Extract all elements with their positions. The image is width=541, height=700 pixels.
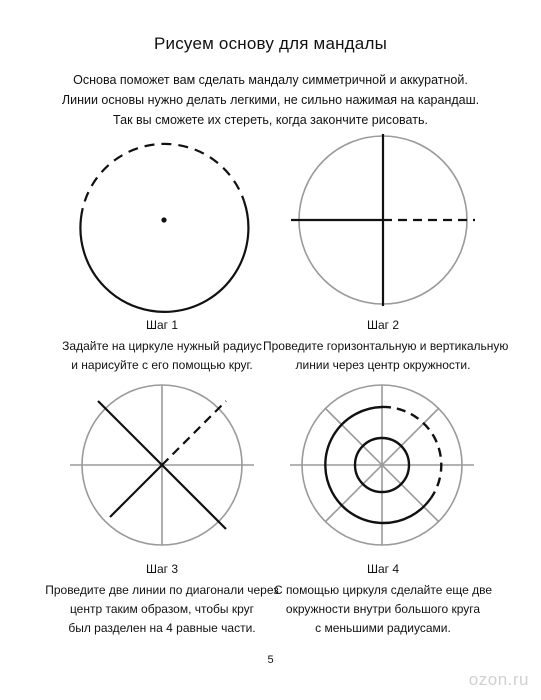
step3-diagonals-figure — [70, 388, 260, 558]
step-4 — [263, 560, 503, 638]
page-number: 5 — [267, 654, 274, 666]
step-title: Шаг 1 — [145, 318, 179, 332]
step-text-line: центр таким образом, чтобы круг — [69, 602, 255, 616]
step-text-line: Проведите горизонтальную и вертикальную — [263, 339, 509, 353]
intro-text — [40, 70, 501, 130]
intro-line: Основа поможет вам сделать мандалу симметричной и аккуратной. — [73, 73, 468, 87]
step4-middle-dashed-arc — [382, 407, 441, 498]
step-text-line: и нарисуйте с его помощью круг. — [71, 358, 253, 372]
intro-line: Так вы сможете их стереть, когда закончите рисовать. — [113, 113, 428, 127]
step4-inner-circles-figure — [290, 388, 480, 558]
step3-diagonal-dashed-upper — [162, 401, 226, 465]
step1-circle-figure — [70, 130, 260, 320]
step-text-line: линии через центр окружности. — [295, 358, 471, 372]
step-text-line: С помощью циркуля сделайте еще две — [273, 583, 493, 597]
step1-dashed-arc — [81, 144, 244, 218]
step-text-line: был разделен на 4 равные части. — [68, 621, 256, 635]
step-1 — [42, 316, 282, 375]
step-text-line: Задайте на циркуле нужный радиус — [62, 339, 262, 353]
step-title: Шаг 3 — [145, 562, 179, 576]
intro-line: Линии основы нужно делать легкими, не сильно нажимая на карандаш. — [61, 93, 480, 107]
step2-axes-figure — [285, 130, 485, 320]
step-text-line: с меньшими радиусами. — [315, 621, 451, 635]
step-title: Шаг 2 — [366, 318, 400, 332]
step-3 — [42, 560, 282, 638]
step1-center-dot — [161, 217, 166, 222]
page-title: Рисуем основу для мандалы — [154, 34, 387, 53]
step-title: Шаг 4 — [366, 562, 400, 576]
step-text-line: окружности внутри большого круга — [285, 602, 481, 616]
step3-diagonal-solid-lower — [110, 465, 162, 517]
step-2 — [263, 316, 509, 375]
watermark: ozon.ru — [468, 670, 529, 689]
step-text-line: Проведите две линии по диагонали через — [45, 583, 279, 597]
